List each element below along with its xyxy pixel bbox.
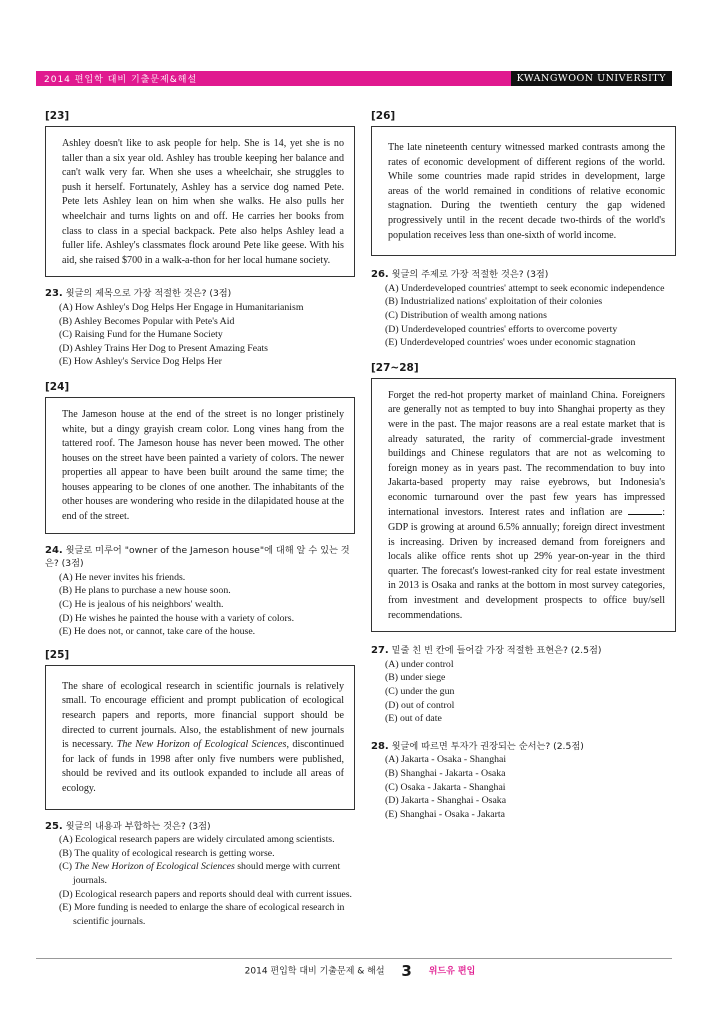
option-b: (B) under siege	[385, 672, 446, 684]
option-c: (C) Distribution of wealth among nations	[385, 309, 547, 321]
question-stem: 23. 윗글의 제목으로 가장 적절한 것은? (3점)	[45, 288, 232, 300]
option-c: (C) He is jealous of his neighbors' wealth.	[59, 599, 224, 611]
passage-label: [26]	[371, 110, 396, 122]
option-b: (B) Industrialized nations' exploitation of their colonies	[385, 296, 603, 308]
option-c: (C) Raising Fund for the Humane Society	[59, 329, 223, 341]
footer-divider	[36, 958, 672, 959]
option-d: (D) Ecological research papers and reports should deal with current issues.	[59, 888, 352, 900]
option-d: (D) Underdeveloped countries' efforts to overcome poverty	[385, 323, 618, 335]
option-e: (E) Shanghai - Osaka - Jakarta	[385, 808, 505, 820]
left-column	[45, 110, 355, 928]
option-e: (E) Underdeveloped countries' woes under economic stagnation	[385, 337, 636, 349]
answer-blank	[628, 505, 662, 515]
header-title: 2014 편입학 대비 기출문제&해설	[44, 75, 198, 85]
question-stem: 26. 윗글의 주제로 가장 적절한 것은? (3점)	[371, 269, 549, 281]
option-e: (E) He does not, or cannot, take care of the house.	[59, 626, 256, 638]
option-a: (A) Underdeveloped countries' attempt to seek economic independence	[385, 282, 665, 294]
footer-brand: 위드유 편입	[428, 966, 476, 977]
option-d: (D) Jakarta - Shanghai - Osaka	[385, 795, 507, 807]
passage-label: [24]	[45, 380, 70, 393]
header-university: KWANGWOON UNIVERSITY	[511, 71, 672, 86]
option-a: (A) How Ashley's Dog Helps Her Engage in Humanitarianism	[59, 301, 304, 313]
passage-label: [23]	[45, 110, 70, 122]
question-28	[371, 740, 676, 822]
q23-block	[45, 110, 355, 369]
passage-label: [25]	[45, 648, 70, 661]
question-23	[45, 287, 355, 369]
question-24	[45, 544, 355, 639]
question-stem: 28. 윗글에 따르면 투자가 권장되는 순서는? (2.5점)	[371, 740, 584, 752]
option-a: (A) under control	[385, 658, 454, 670]
footer-title: 2014 편입학 대비 기출문제 & 해설	[244, 966, 385, 977]
option-e: (E) How Ashley's Service Dog Helps Her	[59, 356, 222, 368]
question-stem: 24. 윗글로 미루어 "owner of the Jameson house"에 대해 알 수 있는 것은? (3점)	[45, 544, 350, 570]
q26-block	[371, 110, 676, 350]
option-c: (C) under the gun	[385, 686, 455, 697]
option-c: (C) Osaka - Jakarta - Shanghai	[385, 781, 506, 793]
passage-box: Ashley doesn't like to ask people for help. She is 14, yet she is no taller than a six year old. Ashley has trouble keeping her balance and can't walk very far. When she uses a wheelchair, she struggles to push it herself. Fortunately, Ashley has a service dog named Pete. Pete lets Ashley lean on him when she walks. He also pulls her wheelchair and turns lights on and off. He carries her books from class to class in a special backpack. Pete also helps Ashley lead a fuller life. Ashley's classmates flock around Pete like geese. With his aid, she raised $700 in a walk-a-thon for her local humane society.	[45, 126, 355, 277]
option-d: (D) Ashley Trains Her Dog to Present Amazing Feats	[59, 342, 268, 354]
option-d: (D) He wishes he painted the house with a variety of colors.	[59, 612, 295, 624]
option-c: (C) The New Horizon of Ecological Sciences should merge with current journals.	[59, 861, 341, 886]
question-25	[45, 820, 355, 929]
question-stem: 27. 밑줄 친 빈 칸에 들어갈 가장 적절한 표현은? (2.5점)	[371, 645, 602, 657]
q24-block	[45, 381, 355, 639]
passage-label: [27~28]	[371, 361, 419, 374]
option-b: (B) The quality of ecological research is getting worse.	[59, 847, 275, 859]
option-d: (D) out of control	[385, 699, 455, 711]
question-27	[371, 644, 676, 726]
option-a: (A) He never invites his friends.	[59, 571, 186, 583]
option-e: (E) More funding is needed to enlarge the share of ecological research in scientific journals.	[59, 902, 345, 927]
q25-block	[45, 649, 355, 929]
passage-box: The share of ecological research in scientific journals is relatively small. To encourage efficient and prompt publication of ecological research papers and reports, more financial support should be directed to current journals. Also, the establishment of new journals is necessary. The New Horizon of Ecological Sciences, discontinued for lack of funds in 1998 after only five numbers were published, should be revived and its outlook expanded to include all areas of ecology.	[45, 665, 355, 810]
page-header	[36, 71, 672, 86]
question-stem: 25. 윗글의 내용과 부합하는 것은? (3점)	[45, 820, 211, 832]
page-number: 3	[401, 962, 412, 980]
right-column	[371, 110, 676, 821]
option-b: (B) Shanghai - Jakarta - Osaka	[385, 767, 506, 779]
option-a: (A) Ecological research papers are widely circulated among scientists.	[59, 834, 335, 846]
passage-box: The Jameson house at the end of the street is no longer pristinely white, but a dingy grayish cream color. Long vines hang from the tattered roof. The Jameson house has never been mowed. The other houses on the street have been painted a variety of colors. The newer properties all appear to have been built around the same time; the houses appearing to be clones of one another. The inhabitants of the other houses are wondering who reside in the dilapidated house at the end of the street.	[45, 397, 355, 534]
q27-28-block	[371, 362, 676, 822]
option-b: (B) Ashley Becomes Popular with Pete's Aid	[59, 315, 235, 327]
question-26	[371, 268, 676, 350]
option-b: (B) He plans to purchase a new house soon.	[59, 585, 231, 597]
page-footer	[0, 962, 720, 980]
option-a: (A) Jakarta - Osaka - Shanghai	[385, 754, 507, 766]
option-e: (E) out of date	[385, 713, 442, 725]
passage-box: The late nineteenth century witnessed marked contrasts among the rates of economic development of different regions of the world. While some countries made rapid strides in development, large areas of the world remained in conditions of relative economic stagnation. During the twentieth century the gap widened progressively until in the recent decade two-thirds of the world's population receives less than one-sixth of world income.	[371, 126, 676, 256]
passage-box: Forget the red-hot property market of mainland China. Foreigners are generally not as tempted to buy into Shanghai property as they were in the past. The major reasons are a real estate market that is already saturated, the rarity of commercial-grade investment buildings and Chinese regulators that are not as welcoming to foreign money as in years past. The recommendation to buy into Jakarta-based property may raise eyebrows, but Indonesia's economic turnaround over the past few years has impressed international investors. Interest rates and inflation are : GDP is growing at around 6.5% annually; foreign direct investment is increasing. Driven by increased demand from foreigners and locals alike office rents shot up 29% year-on-year in the third quarter. The forecast's lowest-ranked city for real estate investment in 2013 is Osaka and ranks at the bottom in most survey categories, from investment and development prospects to office buy/sell recommendations.	[371, 378, 676, 633]
